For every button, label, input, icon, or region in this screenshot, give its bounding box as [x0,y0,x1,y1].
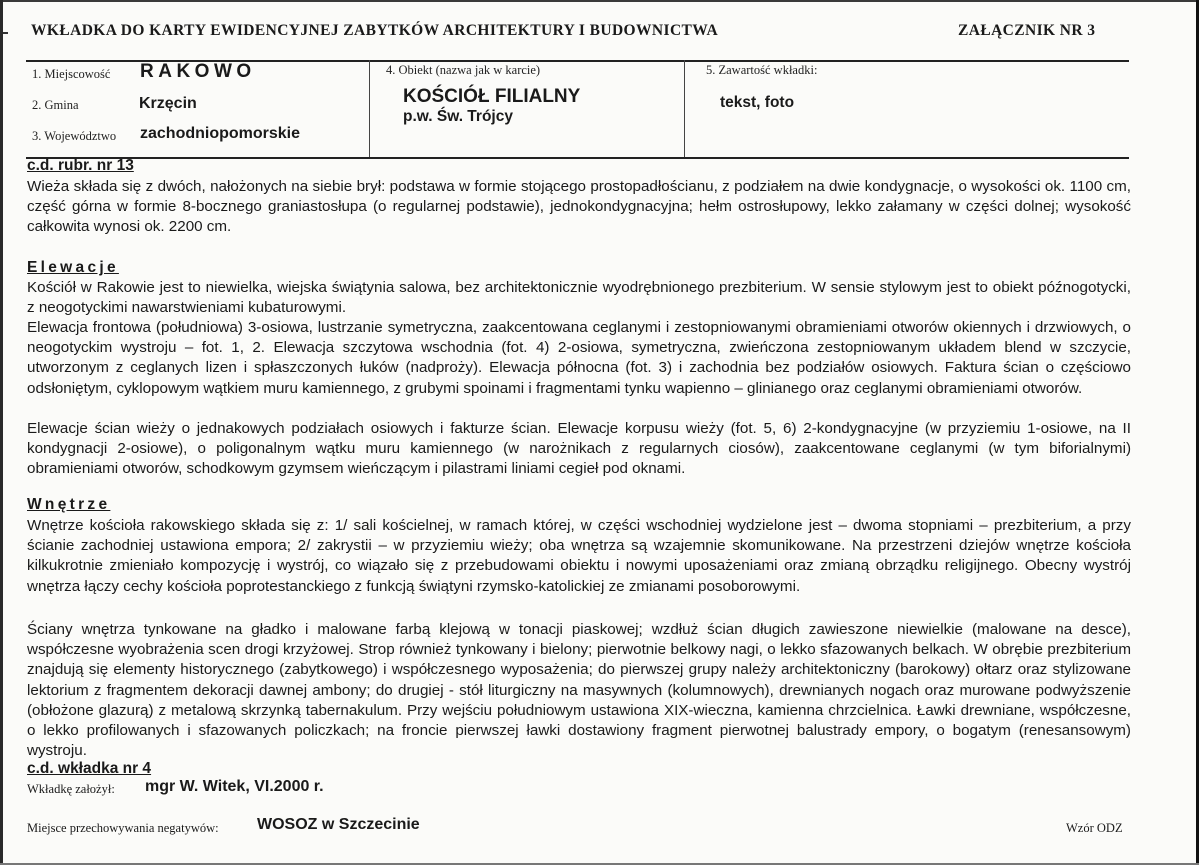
contents-value: tekst, foto [720,94,795,111]
author-label: Wkładkę założył: [27,782,115,796]
interior-paragraph: Wnętrze kościoła rakowskiego składa się z: 1/ sali kościelnej, w ramach której, w części wschodniej wydzielone jest – dwoma stopniami – prezbiterium, a przy ścianie zachodniej ustawiona empora; 2/ zakrystii – w przyziemiu wieży; oba wnętrza są wzajemnie skomunikowane. Na przestrzeni dziejów wnętrze kościoła kilkukrotnie zmieniało kompozycję i wystrój, co wiązało się z przebudowami obiektu i nowymi uposażeniami oraz zmianą obrządku religijnego. Obecny wystrój wnętrza łączy cechy kościoła poprotestanckiego z funkcją świątyni rzymsko-katolickiej ze zmianami posoborowymi. [27,517,1131,595]
interior-paragraph: Ściany wnętrza tynkowane na gładko i malowane farbą klejową w tonacji piaskowej; wzdłuż ścian długich zawieszone niewielkie (malowane na desce), współczesne wyobrażenia scen drogi krzyżowej. Strop również tynkowany i bielony; pierwotnie belkowy nagi, o lekko sfazowanych belkach. W obrębie prezbiterium znajdują się elementy historycznego (zabytkowego) i współczesnego wyposażenia; do pierwszej grupy należy architektoniczny (barokowy) ołtarz oraz stylizowane lektorium z fragmentem dekoracji dawnej ambony; do drugiej - stół liturgiczny na masywnych (kolumnowych), drewnianych nogach oraz murowane podwyższenie (obłożone glazurą) z metalową skrzynką tabernakulum. Przy wejściu południowym ustawiona XIX-wieczna, kamienna chrzcielnica. Ławki drewniane, współczesne, o lekko profilowanych i sfazowanych policzkach; na froncie pierwszej ławki dostawiony fragment pierwotnej balustrady empory, o bogatym (renesansowym) wystroju. [27,621,1131,760]
locality-label: 1. Miejscowość [32,67,111,81]
form-title: WKŁADKA DO KARTY EWIDENCYJNEJ ZABYTKÓW ARCHITEKTURY I BUDOWNICTWA [31,22,719,39]
contents-label: 5. Zawartość wkładki: [706,63,818,77]
scan-edge-top [0,0,1199,2]
voivodeship-label: 3. Województwo [32,129,117,143]
annex-number: ZAŁĄCZNIK NR 3 [958,22,1096,39]
object-label: 4. Obiekt (nazwa jak w karcie) [386,63,541,77]
tower-description: Wieża składa się z dwóch, nałożonych na siebie brył: podstawa w formie stojącego prostopadłościanu, z podziałem na dwie kondygnacje, o wysokości ok. 1100 cm, część górna w formie 8-bocznego graniastosłupa (o regularnej podstawie), jednokondygnacyjna; hełm ostrosłupowy, lekko załamany w części dolnej; wysokość całkowita wynosi ok. 2200 cm. [27,178,1131,236]
column-divider [369,60,370,157]
form-template-label: Wzór ODZ [1066,821,1123,835]
storage-value: WOSOZ w Szczecinie [257,816,420,833]
elevations-heading: Elewacje [27,259,119,276]
scan-edge-left [0,0,3,865]
author-value: mgr W. Witek, VI.2000 r. [145,778,324,795]
elevations-paragraph: Kościół w Rakowie jest to niewielka, wiejska świątynia salowa, bez architektonicznie wyodrębnionego prezbiterium. W sensie stylowym jest to obiekt późnogotycki, z neogotyckimi nawarstwieniami kubaturowymi. [27,279,1131,317]
continuation-heading: c.d. rubr. nr 13 [27,157,134,174]
commune-label: 2. Gmina [32,98,79,112]
elevations-paragraph: Elewacja frontowa (południowa) 3-osiowa, lustrzanie symetryczna, zaakcentowana ceglanymi i zestopniowanymi obramieniami otworów okiennych i drzwiowych, o neogotyckim wystroju – fot. 1, 2. Elewacja szczytowa wschodnia (fot. 4) 2-osiowa, symetryczna, zwieńczona zestopniowanym układem blend w szczycie, utworzonym z ceglanych lizen i spłaszczonych łuków (nadproży). Elewacja północna (fot. 3) i zachodnia bez podziałów osiowych. Faktura ścian o częściowo odsłoniętym, cyklopowym wątkiem muru kamiennego, z grubymi spoinami i fragmentami tynku wapienno – glinianego oraz ceglanymi obramieniami otworów. [27,319,1131,397]
interior-heading: Wnętrze [27,496,111,513]
elevations-paragraph: Elewacje ścian wieży o jednakowych podziałach osiowych i fakturze ścian. Elewacje korpusu wieży (fot. 5, 6) 2-kondygnacyjne (w przyziemiu 1-osiowe, na II kondygnacji 2-osiowe), o poligonalnym wątku muru kamiennego (w narożnikach z regularnych ciosów), zaakcentowane ceglanymi (w tym biforialnymi) obramieniami otworów, schodkowym gzymsem wieńczącym i pilastrami liniami cegieł pod oknami. [27,420,1131,478]
next-insert-heading: c.d. wkładka nr 4 [27,760,152,777]
locality-value: RAKOWO [140,61,256,82]
voivodeship-value: zachodniopomorskie [140,125,301,142]
commune-value: Krzęcin [139,95,197,112]
scan-edge-mark [3,32,8,34]
object-dedication: p.w. Św. Trójcy [403,108,513,125]
column-divider [684,60,685,157]
object-name: KOŚCIÓŁ FILIALNY [403,86,581,107]
storage-label: Miejsce przechowywania negatywów: [27,821,219,835]
